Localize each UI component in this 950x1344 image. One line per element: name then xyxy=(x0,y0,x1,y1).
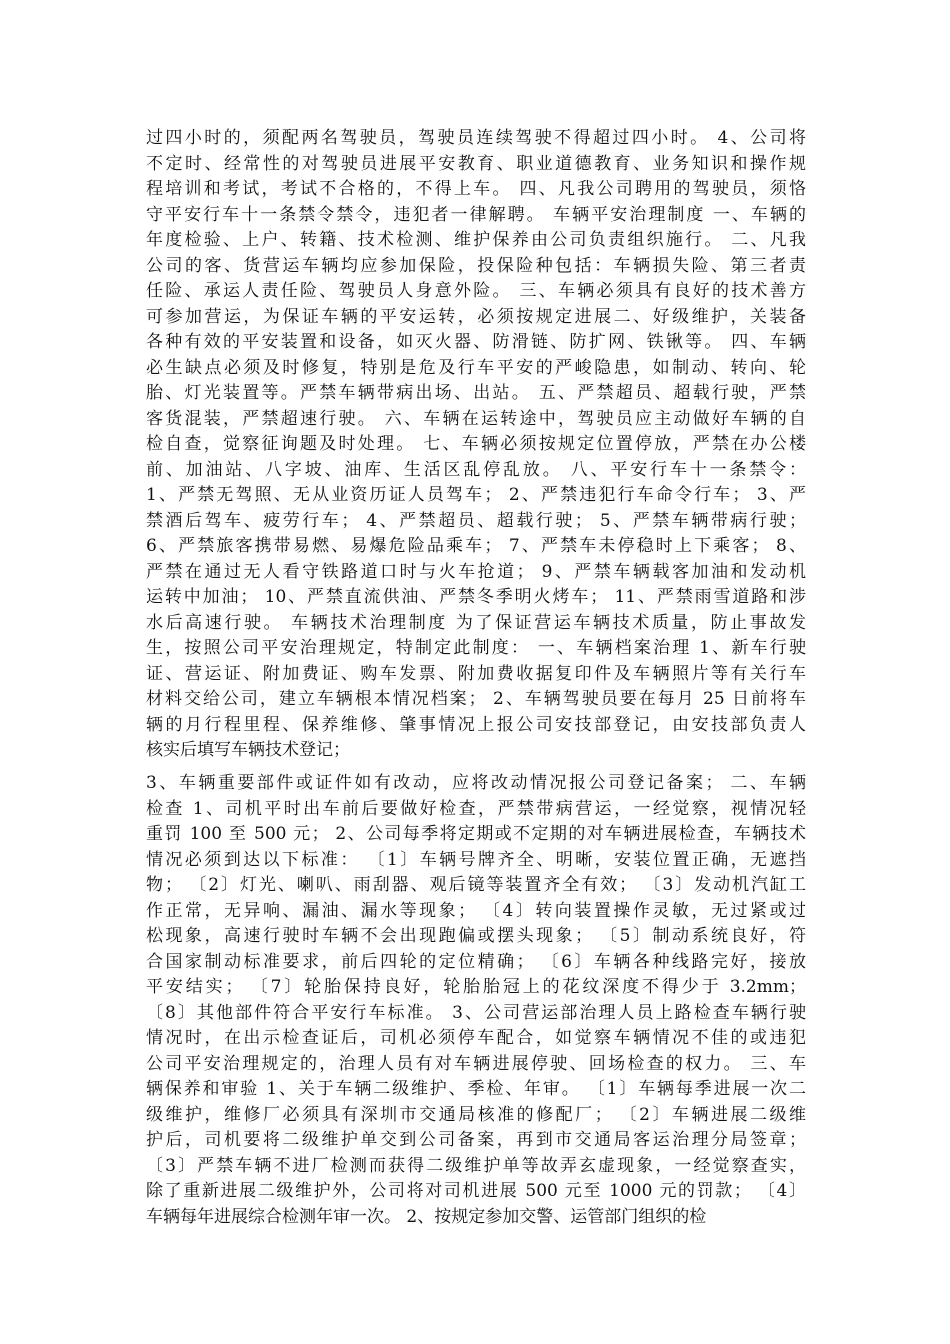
text-line: 检自查，觉察征询题及时处理。 七、车辆必须按规定位置停放，严禁在办公楼 xyxy=(146,434,806,454)
text-line: 不定时、经常性的对驾驶员进展平安教育、职业道德教育、业务知识和操作规 xyxy=(146,153,806,174)
text-line: 客货混装，严禁超速行驶。 六、车辆在运转途中，驾驶员应主动做好车辆的自 xyxy=(146,408,806,429)
paragraph-1 xyxy=(146,126,806,764)
text-line: 前、加油站、八字坡、油库、生活区乱停乱放。 八、平安行车十一条禁令： xyxy=(146,459,806,480)
text-line: 过四小时的，须配两名驾驶员，驾驶员连续驾驶不得超过四小时。 4、公司将 xyxy=(146,128,806,148)
text-line: 检查 1、司机平时出车前后要做好检查，严禁带病营运，一经觉察，视情况轻 xyxy=(146,798,806,819)
text-line: 公司的客、货营运车辆均应参加保险，投保险种包括：车辆损失险、第三者责 xyxy=(146,255,806,276)
text-line: 程培训和考试，考试不合格的，不得上车。 四、凡我公司聘用的驾驶员，须恪 xyxy=(146,179,806,199)
text-line: 〔8〕其他部件符合平安行车标准。 3、公司营运部治理人员上路检查车辆行驶 xyxy=(146,1002,806,1023)
text-line: 生，按照公司平安治理规定，特制定此制度： 一、车辆档案治理 1、新车行驶 xyxy=(146,638,806,658)
text-line: 情况必须到达以下标准： 〔1〕车辆号牌齐全、明晰，安装位置正确，无遮挡 xyxy=(146,849,806,870)
text-line: 情况时，在出示检查证后，司机必须停车配合，如觉察车辆情况不佳的或违犯 xyxy=(146,1028,806,1048)
text-line: 任险、承运人责任险、驾驶员人身意外险。 三、车辆必须具有良好的技术善方 xyxy=(146,281,806,301)
text-line: 可参加营运，为保证车辆的平安运转，必须按规定进展二、好级维护，关装备 xyxy=(146,306,806,327)
text-line: 核实后填写车辆技术登记； xyxy=(146,740,350,760)
text-line: 级维护，维修厂必须具有深圳市交通局核准的修配厂； 〔2〕车辆进展二级维 xyxy=(146,1104,806,1125)
text-line: 松现象，高速行驶时车辆不会出现跑偏或摆头现象； 〔5〕制动系统良好，符 xyxy=(146,926,806,946)
text-line: 辆保养和审验 1、关于车辆二级维护、季检、年审。 〔1〕车辆每季进展一次二 xyxy=(146,1079,806,1099)
text-line: 平安结实； 〔7〕轮胎保持良好，轮胎胎冠上的花纹深度不得少于 3.2mm； xyxy=(146,977,806,997)
paragraph-2 xyxy=(146,771,806,1230)
text-line: 6、严禁旅客携带易燃、易爆危险品乘车； 7、严禁车未停稳时上下乘客； 8、 xyxy=(146,536,806,556)
text-line: 作正常，无异响、漏油、漏水等现象； 〔4〕转向装置操作灵敏，无过紧或过 xyxy=(146,900,806,921)
text-line: 守平安行车十一条禁令禁令，违犯者一律解聘。 车辆平安治理制度 一、车辆的 xyxy=(146,204,806,225)
text-line: 证、营运证、附加费证、购车发票、附加费收据复印件及车辆照片等有关行车 xyxy=(146,663,806,684)
text-line: 必生缺点必须及时修复，特别是危及行车平安的严峻隐患，如制动、转向、轮 xyxy=(146,357,806,378)
text-line: 公司平安治理规定的，治理人员有对车辆进展停驶、回场检查的权力。 三、车 xyxy=(146,1053,806,1074)
text-line: 重罚 100 至 500 元； 2、公司每季将定期或不定期的对车辆进展检查，车辆技术 xyxy=(146,824,806,844)
text-line: 〔3〕严禁车辆不进厂检测而获得二级维护单等故弄玄虚现象，一经觉察查实， xyxy=(146,1155,806,1176)
text-line: 护后，司机要将二级维护单交到公司备案，再到市交通局客运治理分局签章； xyxy=(146,1130,806,1150)
text-line: 各种有效的平安装置和设备，如灭火器、防滑链、防扩网、铁锹等。 四、车辆 xyxy=(146,332,806,352)
text-line: 合国家制动标准要求，前后四轮的定位精确； 〔6〕车辆各种线路完好，接放 xyxy=(146,951,806,972)
text-line: 水后高速行驶。 车辆技术治理制度 为了保证营运车辆技术质量，防止事故发 xyxy=(146,612,806,633)
text-line: 严禁在通过无人看守铁路道口时与火车抢道； 9、严禁车辆载客加油和发动机 xyxy=(146,561,806,582)
text-line: 年度检验、上户、转籍、技术检测、维护保养由公司负责组织施行。 二、凡我 xyxy=(146,230,806,250)
text-line: 胎、灯光装置等。严禁车辆带病出场、出站。 五、严禁超员、超载行驶，严禁 xyxy=(146,383,806,403)
text-line: 3、车辆重要部件或证件如有改动，应将改动情况报公司登记备案； 二、车辆 xyxy=(146,773,806,793)
text-line: 车辆每年进展综合检测年审一次。 2、按规定参加交警、运管部门组织的检 xyxy=(146,1206,707,1227)
text-line: 1、严禁无驾照、无从业资历证人员驾车； 2、严禁违犯行车命令行车； 3、严 xyxy=(146,485,806,505)
text-line: 运转中加油； 10、严禁直流供油、严禁冬季明火烤车； 11、严禁雨雪道路和涉 xyxy=(146,587,806,607)
text-line: 禁酒后驾车、疲劳行车； 4、严禁超员、超载行驶； 5、严禁车辆带病行驶； xyxy=(146,510,806,531)
text-line: 物； 〔2〕灯光、喇叭、雨刮器、观后镜等装置齐全有效； 〔3〕发动机汽缸工 xyxy=(146,875,806,895)
text-line: 除了重新进展二级维护外，公司将对司机进展 500 元至 1000 元的罚款； 〔4〕 xyxy=(146,1181,806,1201)
text-line: 材料交给公司，建立车辆根本情况档案； 2、车辆驾驶员要在每月 25 日前将车 xyxy=(146,689,806,709)
text-line: 辆的月行程里程、保养维修、肇事情况上报公司安技部登记，由安技部负责人 xyxy=(146,714,806,735)
